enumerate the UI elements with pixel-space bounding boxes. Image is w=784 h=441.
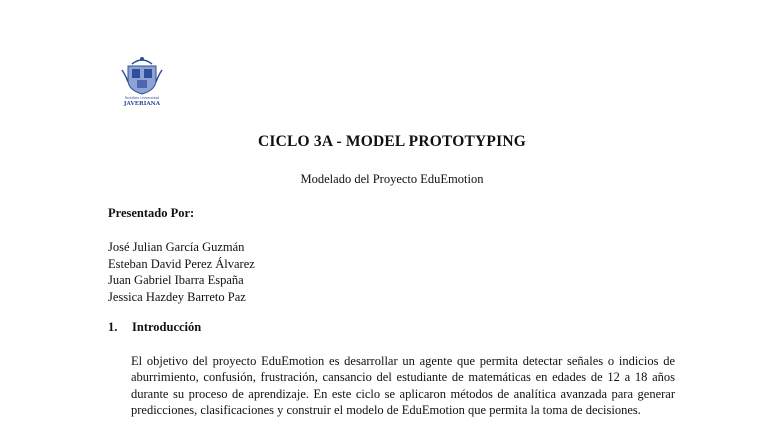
author-name: Jessica Hazdey Barreto Paz xyxy=(108,289,246,304)
university-logo xyxy=(118,54,166,106)
author-name: José Julian García Guzmán xyxy=(108,240,245,254)
intro-paragraph: El objetivo del proyecto EduEmotion es desarrollar un agente que permita detectar señales o indicios de aburrimiento, confusión, frustración, cansancio del estudiante de matemáticas en edades de 12 a 18 años durante su proceso de aprendizaje. En este ciclo se aplicaron métodos de analítica avanzada para generar predicciones, clasificaciones y construir el modelo de EduEmotion que permita la toma de decisiones. xyxy=(131,354,675,418)
author-name: Juan Gabriel Ibarra España xyxy=(108,273,244,287)
section-heading xyxy=(108,320,201,335)
section-number: 1. xyxy=(108,320,118,334)
document-title: CICLO 3A - MODEL PROTOTYPING xyxy=(258,133,526,150)
svg-text:Pontificia Universidad: Pontificia Universidad xyxy=(124,96,160,100)
presented-by-heading: Presentado Por: xyxy=(108,206,195,220)
javeriana-crest-icon xyxy=(118,54,166,106)
svg-text:JAVERIANA: JAVERIANA xyxy=(123,101,161,106)
document-subtitle: Modelado del Proyecto EduEmotion xyxy=(300,172,484,186)
author-list xyxy=(108,239,255,305)
section-title: Introducción xyxy=(132,320,202,334)
author-name: Esteban David Perez Álvarez xyxy=(108,256,255,271)
